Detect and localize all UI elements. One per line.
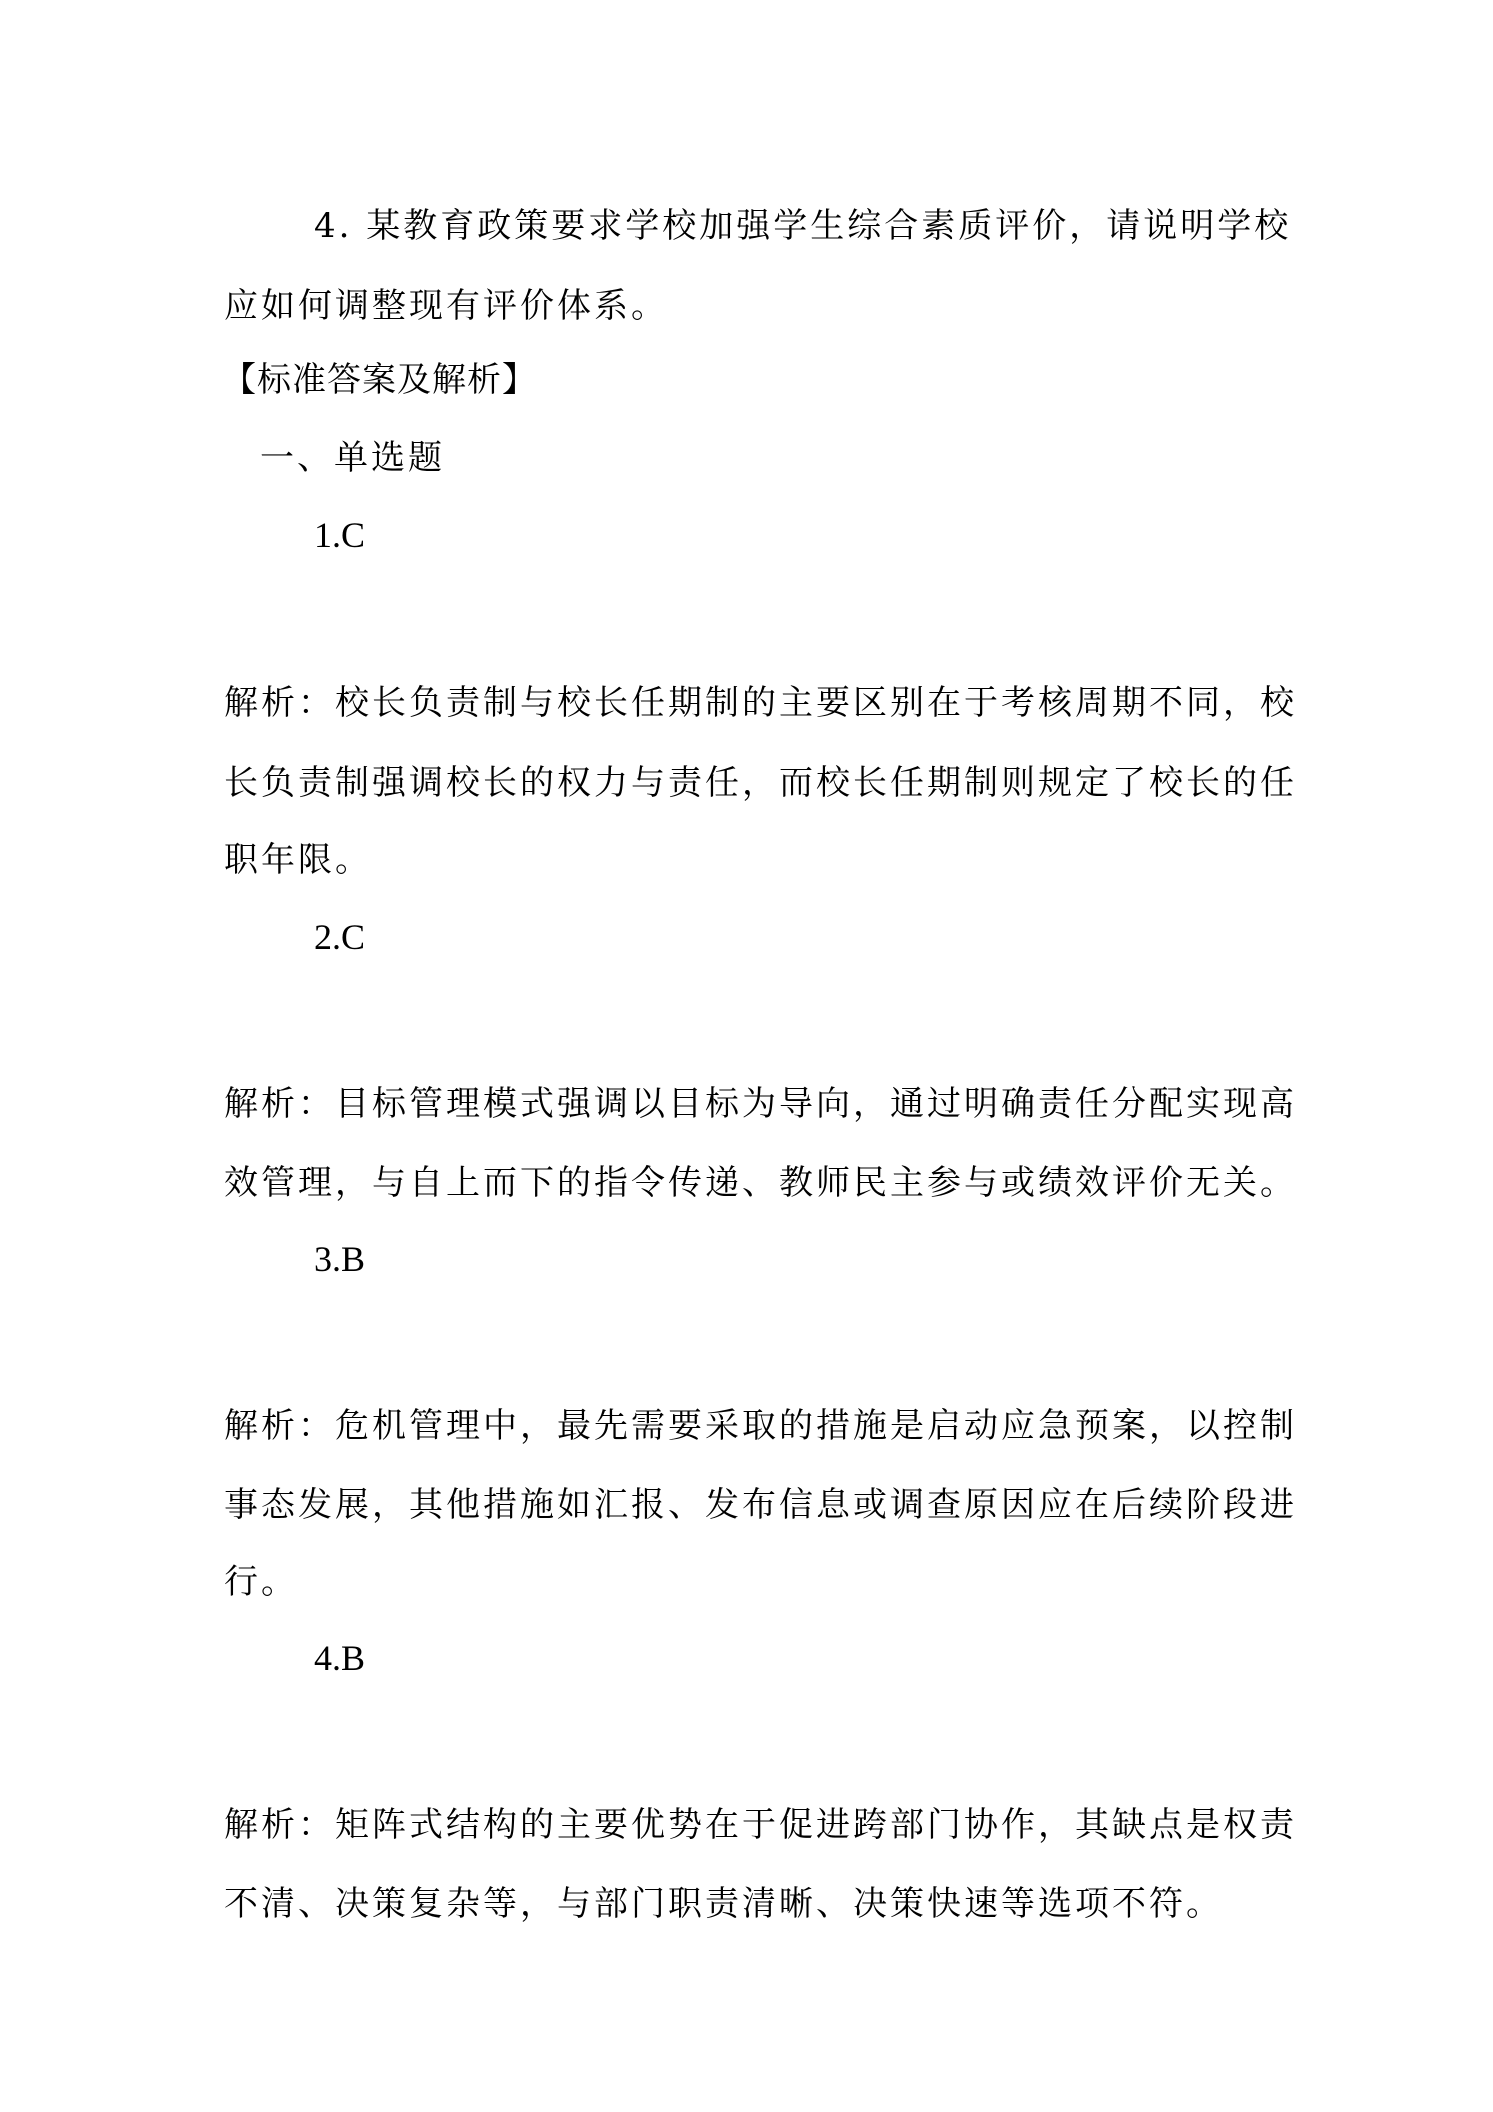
- answer-4: 4.B: [314, 1638, 366, 1678]
- explanation-2-line-2: 效管理，与自上而下的指令传递、教师民主参与或绩效评价无关。: [224, 1163, 1297, 1203]
- explanation-1-line-3: 职年限。: [224, 840, 372, 880]
- answer-3: 3.B: [314, 1239, 366, 1279]
- question-4-line-2: 应如何调整现有评价体系。: [224, 286, 668, 326]
- explanation-1-line-1: 解析：校长负责制与校长任期制的主要区别在于考核周期不同，校: [224, 683, 1297, 723]
- explanation-2-line-1: 解析：目标管理模式强调以目标为导向，通过明确责任分配实现高: [224, 1084, 1297, 1124]
- answer-1: 1.C: [314, 515, 366, 555]
- explanation-3-line-3: 行。: [224, 1562, 298, 1602]
- answer-2: 2.C: [314, 917, 366, 957]
- explanation-4-line-2: 不清、决策复杂等，与部门职责清晰、决策快速等选项不符。: [224, 1884, 1223, 1924]
- explanation-1-line-2: 长负责制强调校长的权力与责任，而校长任期制则规定了校长的任: [224, 763, 1297, 803]
- question-4-line-1: 4. 某教育政策要求学校加强学生综合素质评价，请说明学校: [314, 206, 1292, 246]
- explanation-4-line-1: 解析：矩阵式结构的主要优势在于促进跨部门协作，其缺点是权责: [224, 1805, 1297, 1845]
- explanation-3-line-2: 事态发展，其他措施如汇报、发布信息或调查原因应在后续阶段进: [224, 1485, 1297, 1525]
- answers-heading: 【标准答案及解析】: [222, 360, 537, 400]
- explanation-3-line-1: 解析：危机管理中，最先需要采取的措施是启动应急预案，以控制: [224, 1406, 1297, 1446]
- section-title: 一、单选题: [260, 438, 445, 478]
